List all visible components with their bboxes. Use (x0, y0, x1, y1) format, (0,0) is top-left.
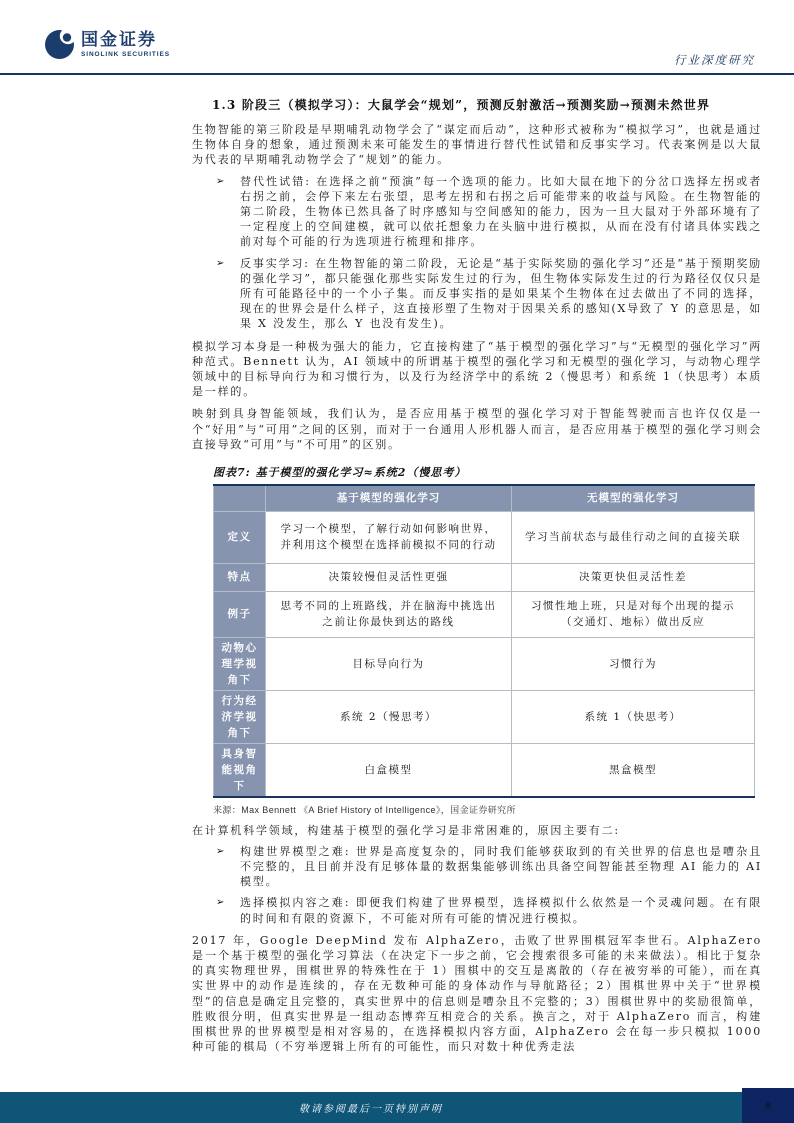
paragraph-difficulty: 在计算机科学领域，构建基于模型的强化学习是非常困难的，原因主要有二: (192, 823, 620, 837)
figure-7 (213, 464, 753, 816)
table-cell: 白盒模型 (266, 743, 512, 797)
paragraph-alphazero: 2017 年，Google DeepMind 发布 AlphaZero，击败了世界围棋冠军李世石。AlphaZero 是一个基于模型的强化学习算法（在决定下一步之前，它会搜索很多可能的未来做法）。相比于复杂的真实物理世界，围棋世界的特殊性在于 1）围棋中的交互是离散的（存在被穷举的可能），而在真实世界中的动作是连续的，存在无数种可能的身体动作与导航路径；2）围棋世界中关于“世界模型”的信息是确定且完整的，真实世界中的信息则是嘈杂且不完整的；3）围棋世界中的奖励很简单，胜败很分明，但真实世界是一组动态博弈互相竞合的关系。换言之，对于 AlphaZero 而言，构建围棋世界的世界模型是相对容易的，在选择模拟内容方面，AlphaZero 会在每一步只模拟 1000 种可能的棋局（不穷举逻辑上所有的可能性，而只对数十种优秀走法 (192, 933, 762, 1054)
bullet-text: 反事实学习: 在生物智能的第二阶段，无论是“基于实际奖励的强化学习”还是“基于预期奖励的强化学习”，都只能强化那些实际发生过的行为，但生物体实际发生过的行为路径仅仅只是所有可能路径中的一个小子集。而反事实指的是如果某个生物体在过去做出了不同的选择，现在的世界会是什么样子，这直接形塑了生物对于因果关系的感知(X导致了 Y 的意思是，如果 X 没发生，那么 Y 也没有发生)。 (240, 256, 762, 331)
bullet-vicarious-trial (192, 174, 762, 250)
page-number: 8 (764, 1099, 772, 1112)
table-cell: 决策较慢但灵活性更强 (266, 563, 512, 591)
row-label: 行为经济学视角下 (214, 690, 266, 743)
table-cell: 习惯性地上班，只是对每个出现的提示（交通灯、地标）做出反应 (512, 591, 755, 637)
logo-text (81, 31, 170, 58)
table-header-model-based: 基于模型的强化学习 (266, 485, 512, 511)
table-row (214, 511, 755, 563)
table-header-empty (214, 485, 266, 511)
table-row (214, 563, 755, 591)
paragraph-simulation: 模拟学习本身是一种极为强大的能力，它直接构建了“基于模型的强化学习”与“无模型的强化学习”两种范式。Bennett 认为，AI 领域中的所谓基于模型的强化学习和无模型的强化学习，与动物心理学领域中的目标导向行为和习惯行为，以及行为经济学中的系统 2（慢思考）和系统 1（快思考）本质是一样的。 (192, 339, 762, 399)
table-header-model-free: 无模型的强化学习 (512, 485, 755, 511)
table-row (214, 637, 755, 690)
table-cell: 系统 2（慢思考） (266, 690, 512, 743)
table-header-row (214, 485, 755, 511)
table-cell: 习惯行为 (512, 637, 755, 690)
arrow-bullet-icon: ➢ (216, 175, 225, 187)
header-divider (0, 73, 794, 75)
arrow-bullet-icon: ➢ (216, 845, 225, 857)
brand-name-cn: 国金证券 (81, 30, 157, 49)
page-header (0, 0, 794, 75)
table-cell: 目标导向行为 (266, 637, 512, 690)
row-label: 定义 (214, 511, 266, 563)
table-row (214, 591, 755, 637)
main-content (192, 97, 762, 1054)
bullet-world-model (192, 844, 762, 890)
bullet-text: 选择模拟内容之难: 即便我们构建了世界模型，选择模拟什么依然是一个灵魂问题。在有限的时间和有限的资源下，不可能对所有可能的情况进行模拟。 (240, 896, 762, 925)
row-label: 特点 (214, 563, 266, 591)
table-cell: 思考不同的上班路线，并在脑海中挑选出之前让你最快到达的路线 (266, 591, 512, 637)
sinolink-logo-icon (44, 29, 75, 60)
table-cell: 学习一个模型，了解行动如何影响世界，并利用这个模型在选择前模拟不同的行动 (266, 511, 512, 563)
sinolink-logo (44, 29, 170, 60)
arrow-bullet-icon: ➢ (216, 257, 225, 269)
table-cell: 系统 1（快思考） (512, 690, 755, 743)
brand-name-en: SINOLINK SECURITIES (81, 51, 170, 58)
page-number-box (742, 1088, 794, 1123)
row-label: 例子 (214, 591, 266, 637)
section-title: 1.3 阶段三（模拟学习）：大鼠学会“规划”，预测反射激活→预测奖励→预测未然世界 (212, 98, 711, 112)
paragraph-intro: 生物智能的第三阶段是早期哺乳动物学会了“谋定而后动”，这种形式被称为“模拟学习”，也就是通过生物体自身的想象，通过预测未来可能发生的事情进行替代性试错和反事实学习。代表案例是以大鼠为代表的早期哺乳动物学会了“规划”的能力。 (192, 123, 762, 167)
paragraph-embodied: 映射到具身智能领域，我们认为，是否应用基于模型的强化学习对于智能驾驶而言也许仅仅是一个“好用”与“可用”之间的区别，而对于一台通用人形机器人而言，是否应用基于模型的强化学习则会直接导致“可用”与“不可用”的区别。 (192, 407, 762, 451)
table-cell: 学习当前状态与最佳行动之间的直接关联 (512, 511, 755, 563)
table-cell: 黑盒模型 (512, 743, 755, 797)
bullet-counterfactual (192, 256, 762, 332)
table-cell: 决策更快但灵活性差 (512, 563, 755, 591)
report-category: 行业深度研究 (674, 53, 755, 67)
bullet-text: 替代性试错: 在选择之前“预演”每一个选项的能力。比如大鼠在地下的分岔口选择左拐或者右拐之前，会停下来左右张望，思考左拐和右拐之后可能带来的收益与风险。在生物智能的第二阶段，生物体已然具备了时序感知与空间感知的能力，因为一旦大鼠对于外部环境有了一定程度上的空间建模，就可以依托想象力在头脑中进行模拟，从而在没有付诸具体实践之前对每个可能的行为选项进行梳理和排序。 (240, 174, 762, 249)
row-label: 具身智能视角下 (214, 743, 266, 797)
comparison-table (213, 484, 755, 798)
table-row (214, 690, 755, 743)
row-label: 动物心理学视角下 (214, 637, 266, 690)
footer-disclaimer: 敬请参阅最后一页特别声明 (299, 1104, 443, 1115)
figure-source: 来源：Max Bennett 《A Brief History of Intelligence》，国金证券研究所 (213, 804, 516, 815)
figure-title: 图表7: 基于模型的强化学习≈系统2（慢思考） (213, 466, 467, 480)
table-row (214, 743, 755, 797)
bullet-simulation-choice (192, 895, 762, 925)
arrow-bullet-icon: ➢ (216, 897, 225, 909)
bullet-text: 构建世界模型之难: 世界是高度复杂的，同时我们能够获取到的有关世界的信息也是嘈杂且不完整的，且目前并没有足够体量的数据集能够训练出具备空间智能甚至物理 AI 能力的 AI 模型。 (240, 844, 762, 889)
